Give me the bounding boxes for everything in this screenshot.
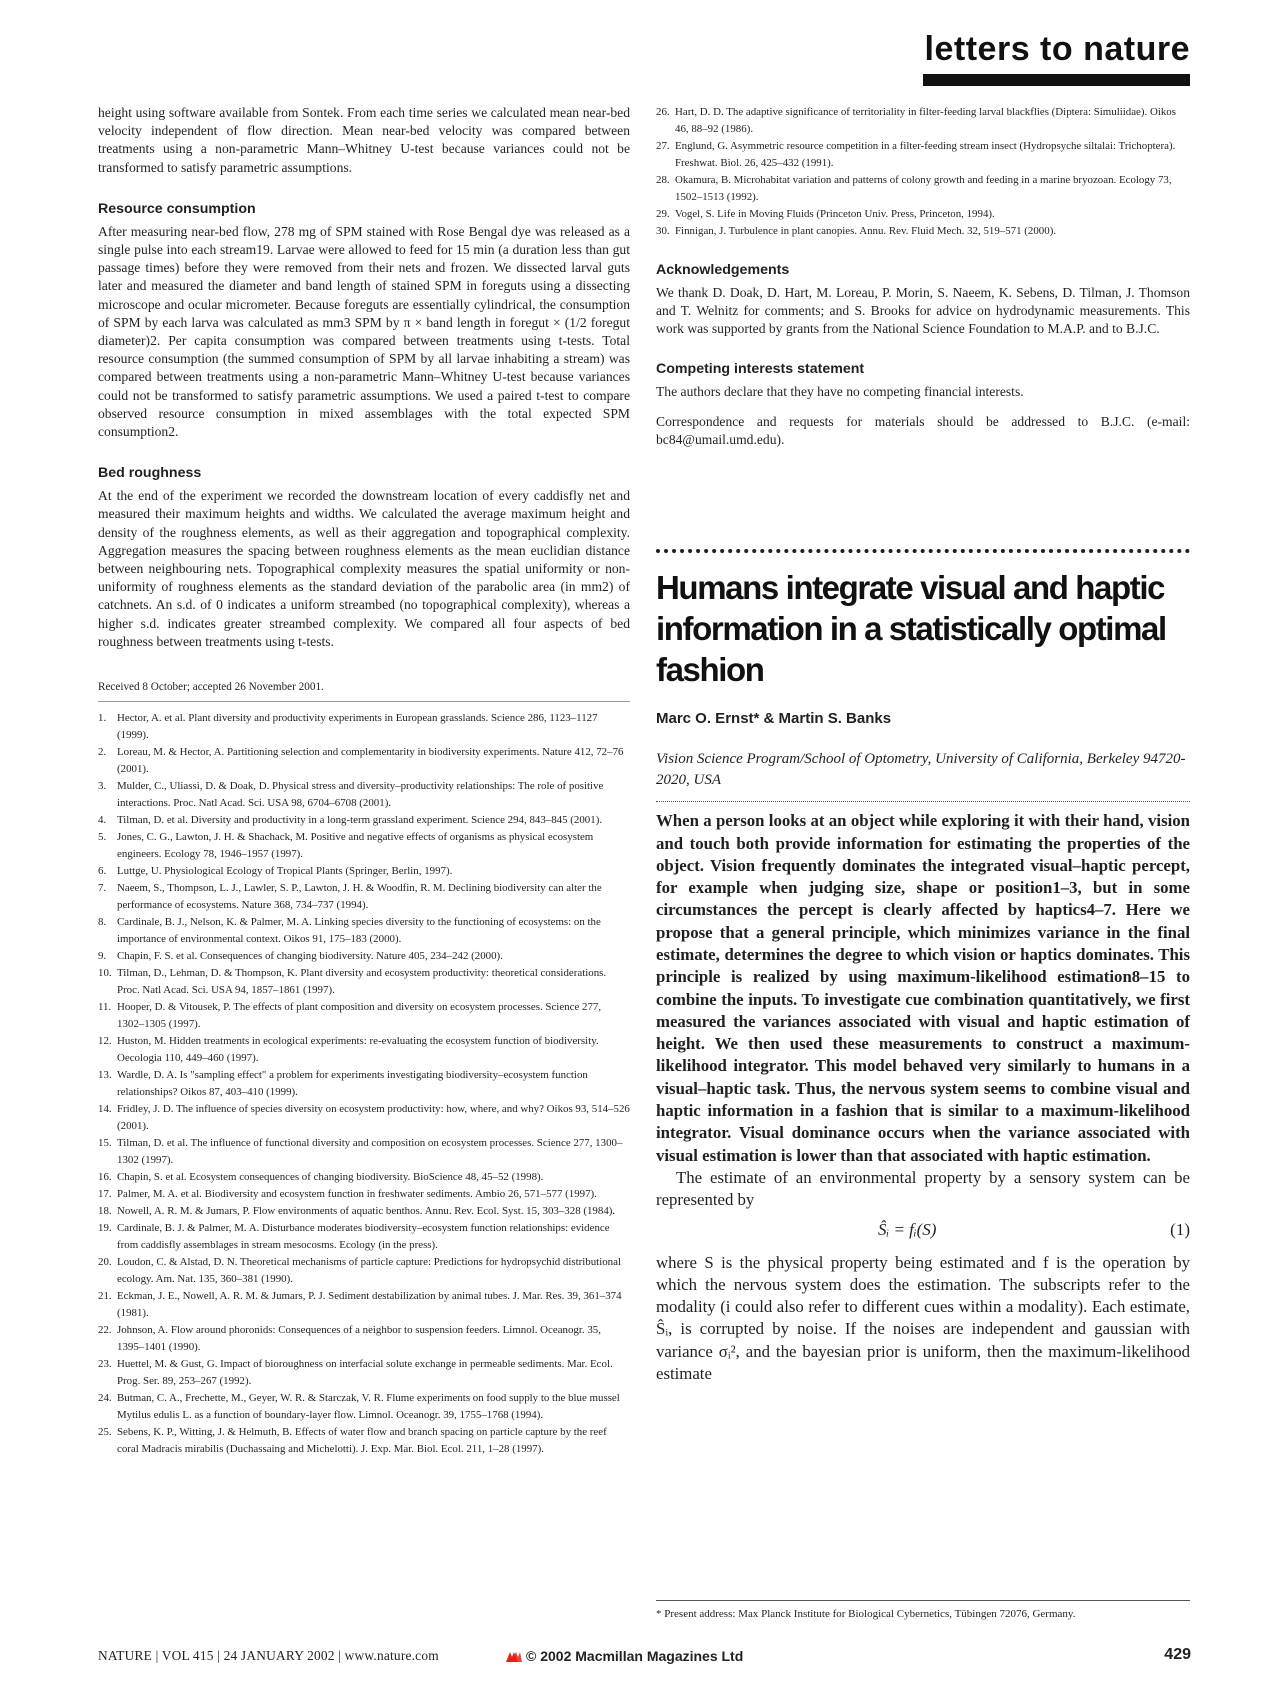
article-divider	[656, 549, 1190, 553]
equation-number: (1)	[1170, 1219, 1190, 1239]
reference-number: 23.	[98, 1358, 112, 1371]
reference-number: 6.	[98, 865, 107, 878]
reference-text: Johnson, A. Flow around phoronids: Consequences of a neighbor to suspension feeders. Limnol. Oceanogr. 35, 1395–1401 (1990).	[117, 1324, 601, 1354]
reference-text: Chapin, S. et al. Ecosystem consequences of changing biodiversity. BioScience 48, 45–52 (1998).	[117, 1171, 544, 1184]
reference-text: Fridley, J. D. The influence of species diversity on ecosystem productivity: how, where, and why? Oikos 93, 514–526 (2001).	[117, 1103, 630, 1133]
reference-item	[98, 880, 630, 914]
reference-text: Englund, G. Asymmetric resource competition in a filter-feeding stream insect (Hydropsyche siltalai: Trichoptera). Freshwat. Biol. 26, 425–432 (1991).	[675, 140, 1176, 169]
article-title: Humans integrate visual and haptic information in a statistically optimal fashion	[656, 569, 1166, 689]
reference-number: 11.	[98, 1001, 112, 1014]
reference-number: 30.	[656, 225, 670, 237]
reference-list-left	[98, 701, 630, 1458]
reference-item	[98, 1356, 630, 1390]
reference-number: 24.	[98, 1392, 112, 1405]
reference-text: Tilman, D., Lehman, D. & Thompson, K. Plant diversity and ecosystem productivity: theoretical considerations. Proc. Natl Acad. Sci. USA 94, 1857–1861 (1997).	[117, 967, 607, 997]
reference-text: Butman, C. A., Frechette, M., Geyer, W. R. & Starczak, V. R. Flume experiments on food supply to the blue mussel Mytilus edulis L. as a function of boundary-layer flow. Limnol. Oceanogr. 39, 1755–1768 (1994).	[117, 1392, 620, 1422]
reference-text: Hector, A. et al. Plant diversity and productivity experiments in European grasslands. Science 286, 1123–1127 (1999).	[117, 712, 598, 742]
reference-text: Cardinale, B. J. & Palmer, M. A. Disturbance moderates biodiversity–ecosystem function relationships: evidence from caddisfly assemblages in stream mesocosms. Ecology (in the press).	[117, 1222, 610, 1252]
reference-number: 14.	[98, 1103, 112, 1116]
footnote: * Present address: Max Planck Institute for Biological Cybernetics, Tübingen 72076, Germany.	[656, 1608, 1076, 1620]
reference-text: Palmer, M. A. et al. Biodiversity and ecosystem function in freshwater sediments. Ambio 26, 571–577 (1997).	[117, 1188, 597, 1201]
reference-number: 5.	[98, 831, 107, 844]
reference-text: Loudon, C. & Alstad, D. N. Theoretical mechanisms of particle capture: Predictions for hydropsychid distributional ecology. Am. Nat. 135, 360–381 (1990).	[117, 1256, 621, 1286]
reference-item	[98, 999, 630, 1033]
reference-item	[98, 778, 630, 812]
page-number: 429	[1164, 1646, 1191, 1663]
reference-number: 12.	[98, 1035, 112, 1048]
macmillan-logo-icon	[506, 1650, 522, 1662]
footnote-rule	[656, 1600, 1190, 1601]
reference-item	[98, 914, 630, 948]
reference-item	[656, 172, 1190, 206]
article-affiliation: Vision Science Program/School of Optometry, University of California, Berkeley 94720-2020, USA	[656, 751, 1186, 789]
reference-item	[98, 1101, 630, 1135]
reference-text: Okamura, B. Microhabitat variation and patterns of colony growth and feeding in a marine bryozoan. Ecology 73, 1502–1513 (1992).	[675, 174, 1172, 203]
article-authors: Marc O. Ernst* & Martin S. Banks	[656, 710, 892, 728]
reference-text: Tilman, D. et al. The influence of functional diversity and composition on ecosystem processes. Science 277, 1300–1302 (1997).	[117, 1137, 623, 1167]
reference-item	[98, 710, 630, 744]
reference-text: Loreau, M. & Hector, A. Partitioning selection and complementarity in biodiversity experiments. Nature 412, 72–76 (2001).	[117, 746, 624, 776]
reference-number: 4.	[98, 814, 107, 827]
reference-item	[656, 104, 1190, 138]
copyright-footer	[506, 1648, 743, 1664]
reference-item	[98, 948, 630, 965]
reference-item	[98, 744, 630, 778]
bed-roughness-text: At the end of the experiment we recorded the downstream location of every caddisfly net and measured their maximum heights and widths. We calculated the average maximum height and density of the roughness elements, as well as their aggregation and topographical complexity. Aggregation measures the spacing between roughness elements as the mean euclidian distance between neighbouring nets. Topographical complexity measures the spatial uniformity or non-uniformity of roughness elements as the standard deviation of the parabolic area (in mm2) of catchnets. An s.d. of 0 indicates a uniform streambed (no topographical complexity), whereas a higher s.d. indicates greater streambed complexity. We compared all four aspects of bed roughness between treatments using t-tests.	[98, 488, 630, 649]
intro-paragraph: height using software available from Sontek. From each time series we calculated mean near-bed velocity independent of flow direction. Mean near-bed velocity was compared between treatments using a non-parametric Mann–Whitney U-test because variances could not be transformed to satisfy parametric assumptions.	[98, 105, 630, 175]
reference-item	[98, 1169, 630, 1186]
reference-text: Finnigan, J. Turbulence in plant canopies. Annu. Rev. Fluid Mech. 32, 519–571 (2000).	[675, 225, 1057, 237]
reference-number: 22.	[98, 1324, 112, 1337]
competing-interests-text: The authors declare that they have no competing financial interests.	[656, 383, 1024, 399]
reference-text: Chapin, F. S. et al. Consequences of changing biodiversity. Nature 405, 234–242 (2000).	[117, 950, 503, 963]
reference-item	[98, 1254, 630, 1288]
reference-item	[98, 965, 630, 999]
received-dates: Received 8 October; accepted 26 November 2001.	[98, 681, 324, 694]
reference-text: Huettel, M. & Gust, G. Impact of bioroughness on interfacial solute exchange in permeable sediments. Mar. Ecol. Prog. Ser. 89, 253–267 (1992).	[117, 1358, 613, 1388]
reference-text: Huston, M. Hidden treatments in ecological experiments: re-evaluating the ecosystem function of biodiversity. Oecologia 110, 449–460 (1997).	[117, 1035, 599, 1065]
reference-item	[98, 1322, 630, 1356]
reference-number: 15.	[98, 1137, 112, 1150]
reference-number: 8.	[98, 916, 107, 929]
resource-consumption-heading: Resource consumption	[98, 200, 256, 217]
competing-interests-heading: Competing interests statement	[656, 360, 865, 377]
reference-number: 21.	[98, 1290, 112, 1303]
reference-number: 10.	[98, 967, 112, 980]
reference-number: 7.	[98, 882, 107, 895]
reference-item	[98, 829, 630, 863]
resource-consumption-text: After measuring near-bed flow, 278 mg of SPM stained with Rose Bengal dye was released as a single pulse into each stream19. Larvae were allowed to feed for 15 min (a duration less than gut passage times) before they were removed from their nets and frozen. We dissected larval guts later and measured the diameter and band length of stained SPM in foreguts using a dissecting microscope and ocular micrometer. Because foreguts are essentially cylindrical, the consumption of SPM by each larva was calculated as mm3 SPM by π × band length in foregut × (1/2 foregut diameter)2. Per capita consumption was compared between treatments using t-tests. Total resource consumption (the summed consumption of SPM by all larvae inhabiting a stream) was compared between treatments using a non-parametric Mann–Whitney U-test because variances could not be transformed to satisfy parametric assumptions. We used a paired t-test to compare observed resource consumption in mixed assemblages with the total expected SPM consumption2.	[98, 223, 630, 440]
reference-item	[656, 223, 1190, 240]
reference-item	[98, 1033, 630, 1067]
reference-text: Hart, D. D. The adaptive significance of territoriality in filter-feeding larval blackflies (Diptera: Simuliidae). Oikos 46, 88–92 (1986).	[675, 106, 1176, 135]
reference-number: 1.	[98, 712, 107, 725]
correspondence-text: Correspondence and requests for materials should be addressed to B.J.C. (e-mail: bc84@umail.umd.edu).	[656, 413, 1190, 448]
equation-expression: Ŝᵢ = fᵢ(S)	[878, 1219, 937, 1239]
right-column	[656, 104, 1190, 1385]
reference-number: 26.	[656, 106, 670, 118]
reference-item	[98, 1288, 630, 1322]
reference-number: 27.	[656, 140, 670, 152]
reference-text: Nowell, A. R. M. & Jumars, P. Flow environments of aquatic benthos. Annu. Rev. Ecol. Syst. 15, 303–328 (1984).	[117, 1205, 616, 1218]
copyright-text: © 2002 Macmillan Magazines Ltd	[526, 1648, 744, 1664]
reference-text: Mulder, C., Uliassi, D. & Doak, D. Physical stress and diversity–productivity relationships: The role of positive interactions. Proc. Natl Acad. Sci. USA 98, 6704–6708 (2001).	[117, 780, 604, 810]
reference-item	[98, 1186, 630, 1203]
reference-text: Cardinale, B. J., Nelson, K. & Palmer, M. A. Linking species diversity to the functioning of ecosystems: on the importance of environmental context. Oikos 91, 175–183 (2000).	[117, 916, 601, 946]
reference-text: Sebens, K. P., Witting, J. & Helmuth, B. Effects of water flow and branch spacing on particle capture by the reef coral Madracis mirabilis (Duchassaing and Michelotti). J. Exp. Mar. Biol. Ecol. 211, 1–28 (1997).	[117, 1426, 607, 1456]
acknowledgements-text: We thank D. Doak, D. Hart, M. Loreau, P. Morin, S. Naeem, K. Sebens, D. Tilman, J. Thomson and T. Welnitz for comments; and S. Brooks for advice on hydrodynamic measurements. This work was supported by grants from the National Science Foundation to M.A.P. and to B.J.C.	[656, 285, 1190, 337]
reference-item	[98, 812, 630, 829]
reference-number: 17.	[98, 1188, 112, 1201]
reference-number: 28.	[656, 174, 670, 186]
reference-item	[98, 863, 630, 880]
reference-number: 29.	[656, 208, 670, 220]
reference-number: 3.	[98, 780, 107, 793]
reference-number: 18.	[98, 1205, 112, 1218]
reference-text: Vogel, S. Life in Moving Fluids (Princeton Univ. Press, Princeton, 1994).	[675, 208, 995, 220]
section-title: letters to nature	[924, 30, 1190, 68]
section-title-bar	[923, 74, 1190, 86]
reference-text: Jones, C. G., Lawton, J. H. & Shachack, M. Positive and negative effects of organisms as physical ecosystem engineers. Ecology 78, 1946–1957 (1997).	[117, 831, 594, 861]
reference-item	[98, 1220, 630, 1254]
reference-text: Naeem, S., Thompson, L. J., Lawler, S. P., Lawton, J. H. & Woodfin, R. M. Declining biodiversity can alter the performance of ecosystems. Nature 368, 734–737 (1994).	[117, 882, 602, 912]
reference-item	[98, 1203, 630, 1220]
article-abstract: When a person looks at an object while exploring it with their hand, vision and touch both provide information for estimating the properties of the object. Vision frequently dominates the integrated visual–haptic percept, for example when judging size, shape or position1–3, but in some circumstances the percept is clearly affected by haptics4–7. Here we propose that a general principle, which minimizes variance in the final estimate, determines the degree to which vision or haptics dominates. This principle is realized by using maximum-likelihood estimation8–15 to combine the inputs. To investigate cue combination quantitatively, we first measured the variances associated with visual and haptic estimation of height. We then used these measurements to construct a maximum-likelihood integrator. This model behaved very similarly to humans in a visual–haptic task. Thus, the nervous system seems to combine visual and haptic information in a fashion that is similar to a maximum-likelihood integrator. Visual dominance occurs when the variance associated with visual estimation is lower than that associated with haptic estimation.	[656, 811, 1190, 1165]
reference-text: Eckman, J. E., Nowell, A. R. M. & Jumars, P. J. Sediment destabilization by animal tubes. J. Mar. Res. 39, 361–374 (1981).	[117, 1290, 622, 1320]
reference-item	[98, 1424, 630, 1458]
reference-number: 20.	[98, 1256, 112, 1269]
reference-item	[98, 1135, 630, 1169]
reference-item	[656, 206, 1190, 223]
reference-item	[98, 1067, 630, 1101]
body-paragraph-2: where S is the physical property being estimated and f is the operation by which the nervous system does the estimation. The subscripts refer to the modality (i could also refer to different cues within a modality). Each estimate, Ŝᵢ, is corrupted by noise. If the noises are independent and gaussian with variance σᵢ², and the bayesian prior is uniform, then the maximum-likelihood estimate	[656, 1252, 1190, 1384]
reference-text: Wardle, D. A. Is "sampling effect" a problem for experiments investigating biodiversity–ecosystem function relationships? Oikos 87, 403–410 (1999).	[117, 1069, 588, 1099]
reference-number: 16.	[98, 1171, 112, 1184]
acknowledgements-heading: Acknowledgements	[656, 262, 790, 278]
reference-number: 9.	[98, 950, 107, 963]
body-paragraph-1: The estimate of an environmental property by a sensory system can be represented by	[656, 1167, 1190, 1210]
reference-list-right	[656, 104, 1190, 240]
reference-text: Luttge, U. Physiological Ecology of Tropical Plants (Springer, Berlin, 1997).	[117, 865, 453, 878]
reference-number: 25.	[98, 1426, 112, 1439]
left-column	[98, 104, 630, 1458]
reference-number: 19.	[98, 1222, 112, 1235]
bed-roughness-heading: Bed roughness	[98, 465, 202, 482]
reference-text: Tilman, D. et al. Diversity and productivity in a long-term grassland experiment. Science 294, 843–845 (2001).	[117, 814, 603, 827]
reference-number: 13.	[98, 1069, 112, 1082]
equation-1	[656, 1216, 1190, 1246]
reference-text: Hooper, D. & Vitousek, P. The effects of plant composition and diversity on ecosystem processes. Science 277, 1302–1305 (1997).	[117, 1001, 602, 1031]
journal-footer: NATURE | VOL 415 | 24 JANUARY 2002 | www.nature.com	[98, 1648, 439, 1663]
reference-number: 2.	[98, 746, 107, 759]
abstract-divider	[656, 801, 1190, 802]
reference-item	[98, 1390, 630, 1424]
reference-item	[656, 138, 1190, 172]
